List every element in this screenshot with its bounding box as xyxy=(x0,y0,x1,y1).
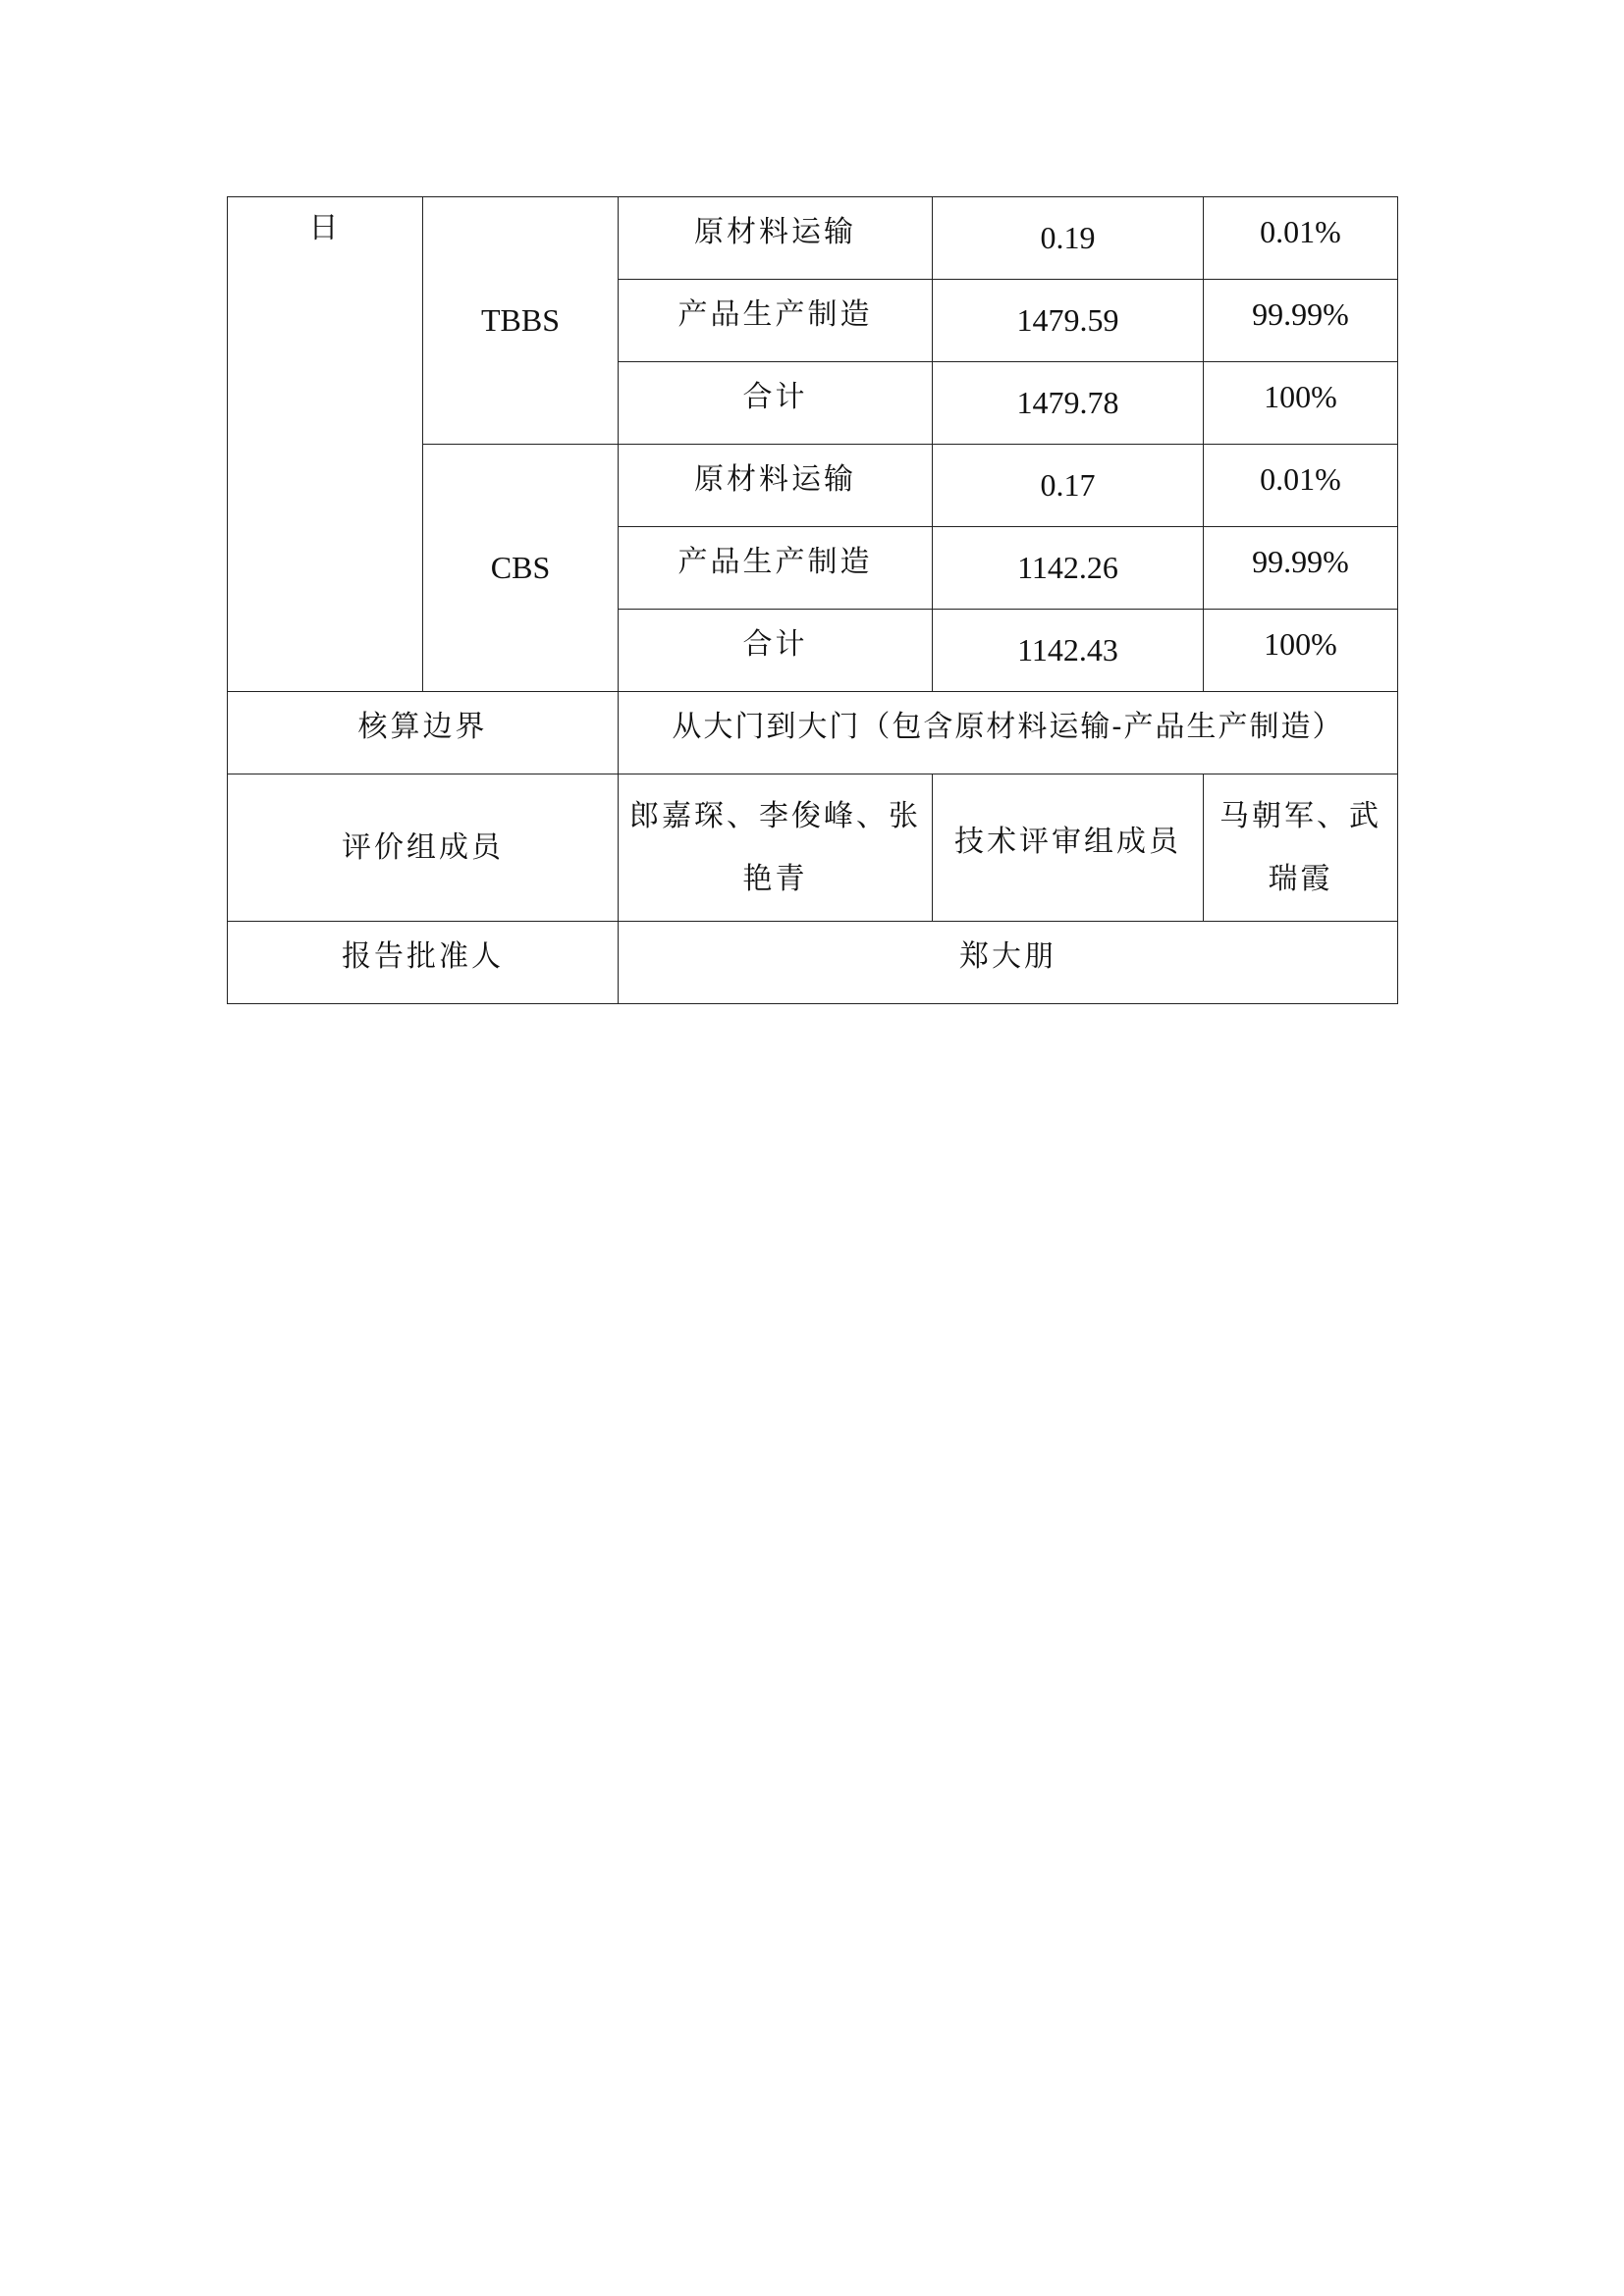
share-label: 0.01% xyxy=(1260,461,1341,498)
value-label: 0.17 xyxy=(1040,467,1096,504)
stage-cell xyxy=(619,197,933,280)
product-name: CBS xyxy=(423,445,619,692)
review-team-label: 技术评审组成员 xyxy=(954,824,1181,859)
value-cell xyxy=(933,362,1204,445)
stage-cell xyxy=(619,362,933,445)
eval-team-value-cell xyxy=(619,774,933,922)
share-cell xyxy=(1204,280,1398,362)
approver-value: 郑大朋 xyxy=(959,938,1056,974)
stage-cell xyxy=(619,445,933,527)
value-cell xyxy=(933,527,1204,610)
value-label: 1479.78 xyxy=(1016,385,1119,421)
stage-label: 产品生产制造 xyxy=(677,544,873,579)
approver-label: 报告批准人 xyxy=(342,938,504,974)
eval-team-label: 评价组成员 xyxy=(342,829,504,865)
share-label: 100% xyxy=(1264,626,1337,663)
stage-label: 合计 xyxy=(742,379,808,414)
share-cell xyxy=(1204,527,1398,610)
lca-result-table xyxy=(227,196,1398,1004)
share-cell xyxy=(1204,610,1398,692)
stage-label: 产品生产制造 xyxy=(677,296,873,332)
boundary-value-cell xyxy=(619,692,1398,774)
stage-cell xyxy=(619,280,933,362)
data-table-wrapper xyxy=(227,196,1398,1004)
stage-label: 合计 xyxy=(742,626,808,662)
eval-team-label-cell xyxy=(228,774,619,922)
share-cell xyxy=(1204,197,1398,280)
table-row xyxy=(228,197,1398,280)
stage-label: 原材料运输 xyxy=(694,214,856,249)
review-team-value-cell xyxy=(1204,774,1398,922)
first-column-label: 日 xyxy=(228,197,423,692)
boundary-value: 从大门到大门（包含原材料运输-产品生产制造） xyxy=(672,709,1344,744)
value-label: 1142.43 xyxy=(1017,632,1118,668)
product-name: TBBS xyxy=(423,197,619,445)
boundary-label-cell xyxy=(228,692,619,774)
eval-team-value: 郎嘉琛、李俊峰、张艳青 xyxy=(629,798,921,896)
table-row xyxy=(228,692,1398,774)
approver-label-cell xyxy=(228,922,619,1004)
stage-cell xyxy=(619,610,933,692)
share-label: 99.99% xyxy=(1252,296,1349,333)
share-label: 100% xyxy=(1264,379,1337,415)
share-cell xyxy=(1204,362,1398,445)
stage-label: 原材料运输 xyxy=(694,461,856,497)
value-cell xyxy=(933,610,1204,692)
value-label: 1142.26 xyxy=(1017,550,1118,586)
table-row xyxy=(228,774,1398,922)
table-row xyxy=(228,922,1398,1004)
boundary-label: 核算边界 xyxy=(357,709,488,744)
value-cell xyxy=(933,280,1204,362)
share-label: 0.01% xyxy=(1260,214,1341,250)
share-label: 99.99% xyxy=(1252,544,1349,580)
stage-cell xyxy=(619,527,933,610)
value-cell xyxy=(933,445,1204,527)
value-label: 1479.59 xyxy=(1016,302,1119,339)
value-cell xyxy=(933,197,1204,280)
review-team-label-cell xyxy=(933,774,1204,922)
share-cell xyxy=(1204,445,1398,527)
approver-value-cell xyxy=(619,922,1398,1004)
review-team-value: 马朝军、武瑞霞 xyxy=(1219,798,1381,896)
value-label: 0.19 xyxy=(1040,220,1096,256)
